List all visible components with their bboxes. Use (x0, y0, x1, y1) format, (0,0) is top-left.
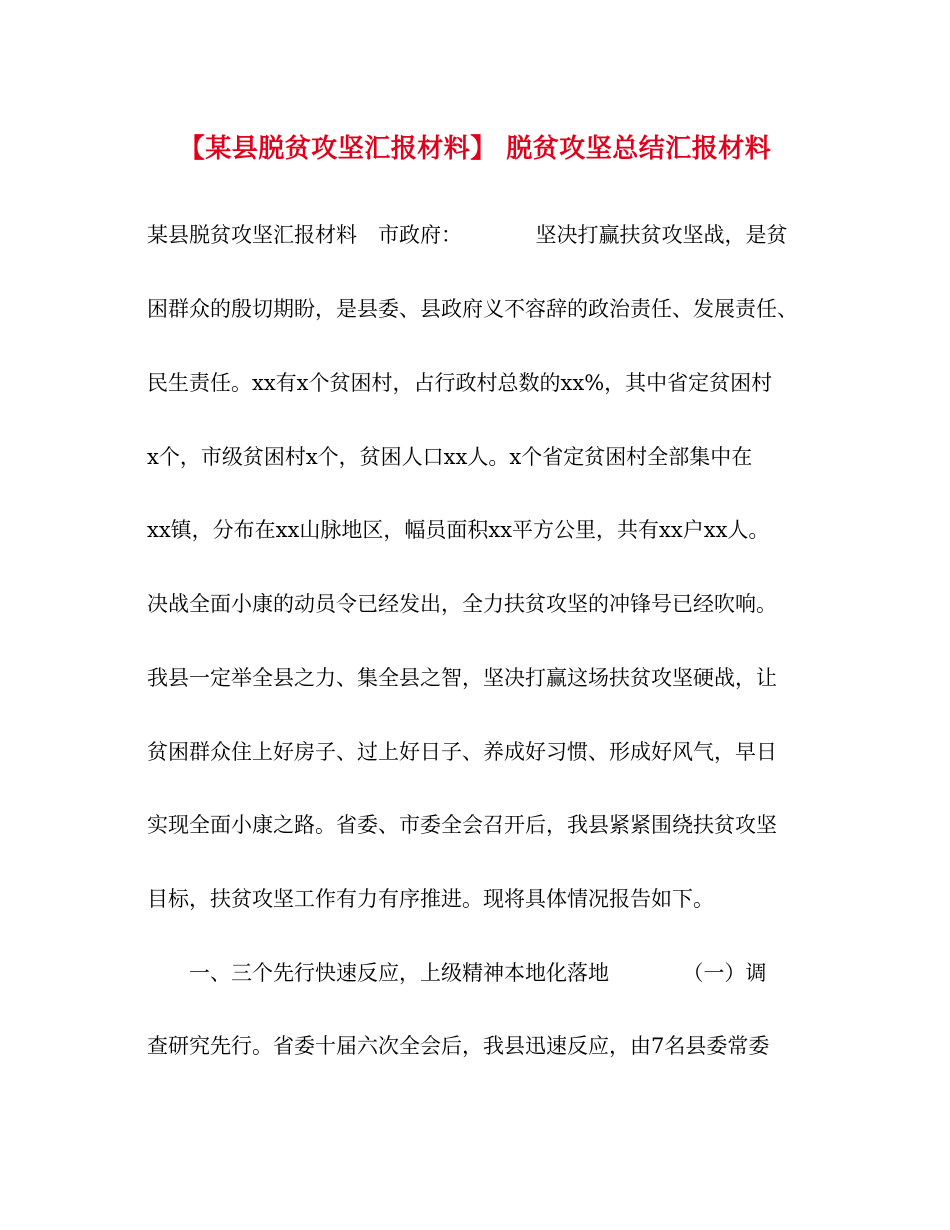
body-line: 困群众的殷切期盼，是县委、县政府义不容辞的政治责任、发展责任、 (147, 297, 798, 321)
body-line: 决战全面小康的动员令已经发出，全力扶贫攻坚的冲锋号已经吹响。 (147, 592, 777, 616)
body-line: 查研究先行。省委十届六次全会后，我县迅速反应，由7名县委常委 (147, 1034, 770, 1058)
body-line: 一、三个先行快速反应，上级精神本地化落地 （一）调 (147, 961, 767, 985)
body-line: x个，市级贫困村x个，贫困人口xx人。x个省定贫困村全部集中在 (147, 445, 753, 469)
body-line: 目标，扶贫攻坚工作有力有序推进。现将具体情况报告如下。 (147, 887, 714, 911)
body-line: xx镇，分布在xx山脉地区，幅员面积xx平方公里，共有xx户xx人。 (147, 518, 770, 542)
body-line: 我县一定举全县之力、集全县之智，坚决打赢这场扶贫攻坚硬战，让 (147, 666, 777, 690)
body-line: 民生责任。xx有x个贫困村，占行政村总数的xx%，其中省定贫困村 (147, 371, 773, 395)
body-line: 实现全面小康之路。省委、市委全会召开后，我县紧紧围绕扶贫攻坚 (147, 813, 777, 837)
body-line: 贫困群众住上好房子、过上好日子、养成好习惯、形成好风气，早日 (147, 740, 777, 764)
document-title: 【某县脱贫攻坚汇报材料】 脱贫攻坚总结汇报材料 (178, 134, 772, 164)
body-line: 某县脱贫攻坚汇报材料 市政府： 坚决打赢扶贫攻坚战，是贫 (147, 223, 788, 247)
